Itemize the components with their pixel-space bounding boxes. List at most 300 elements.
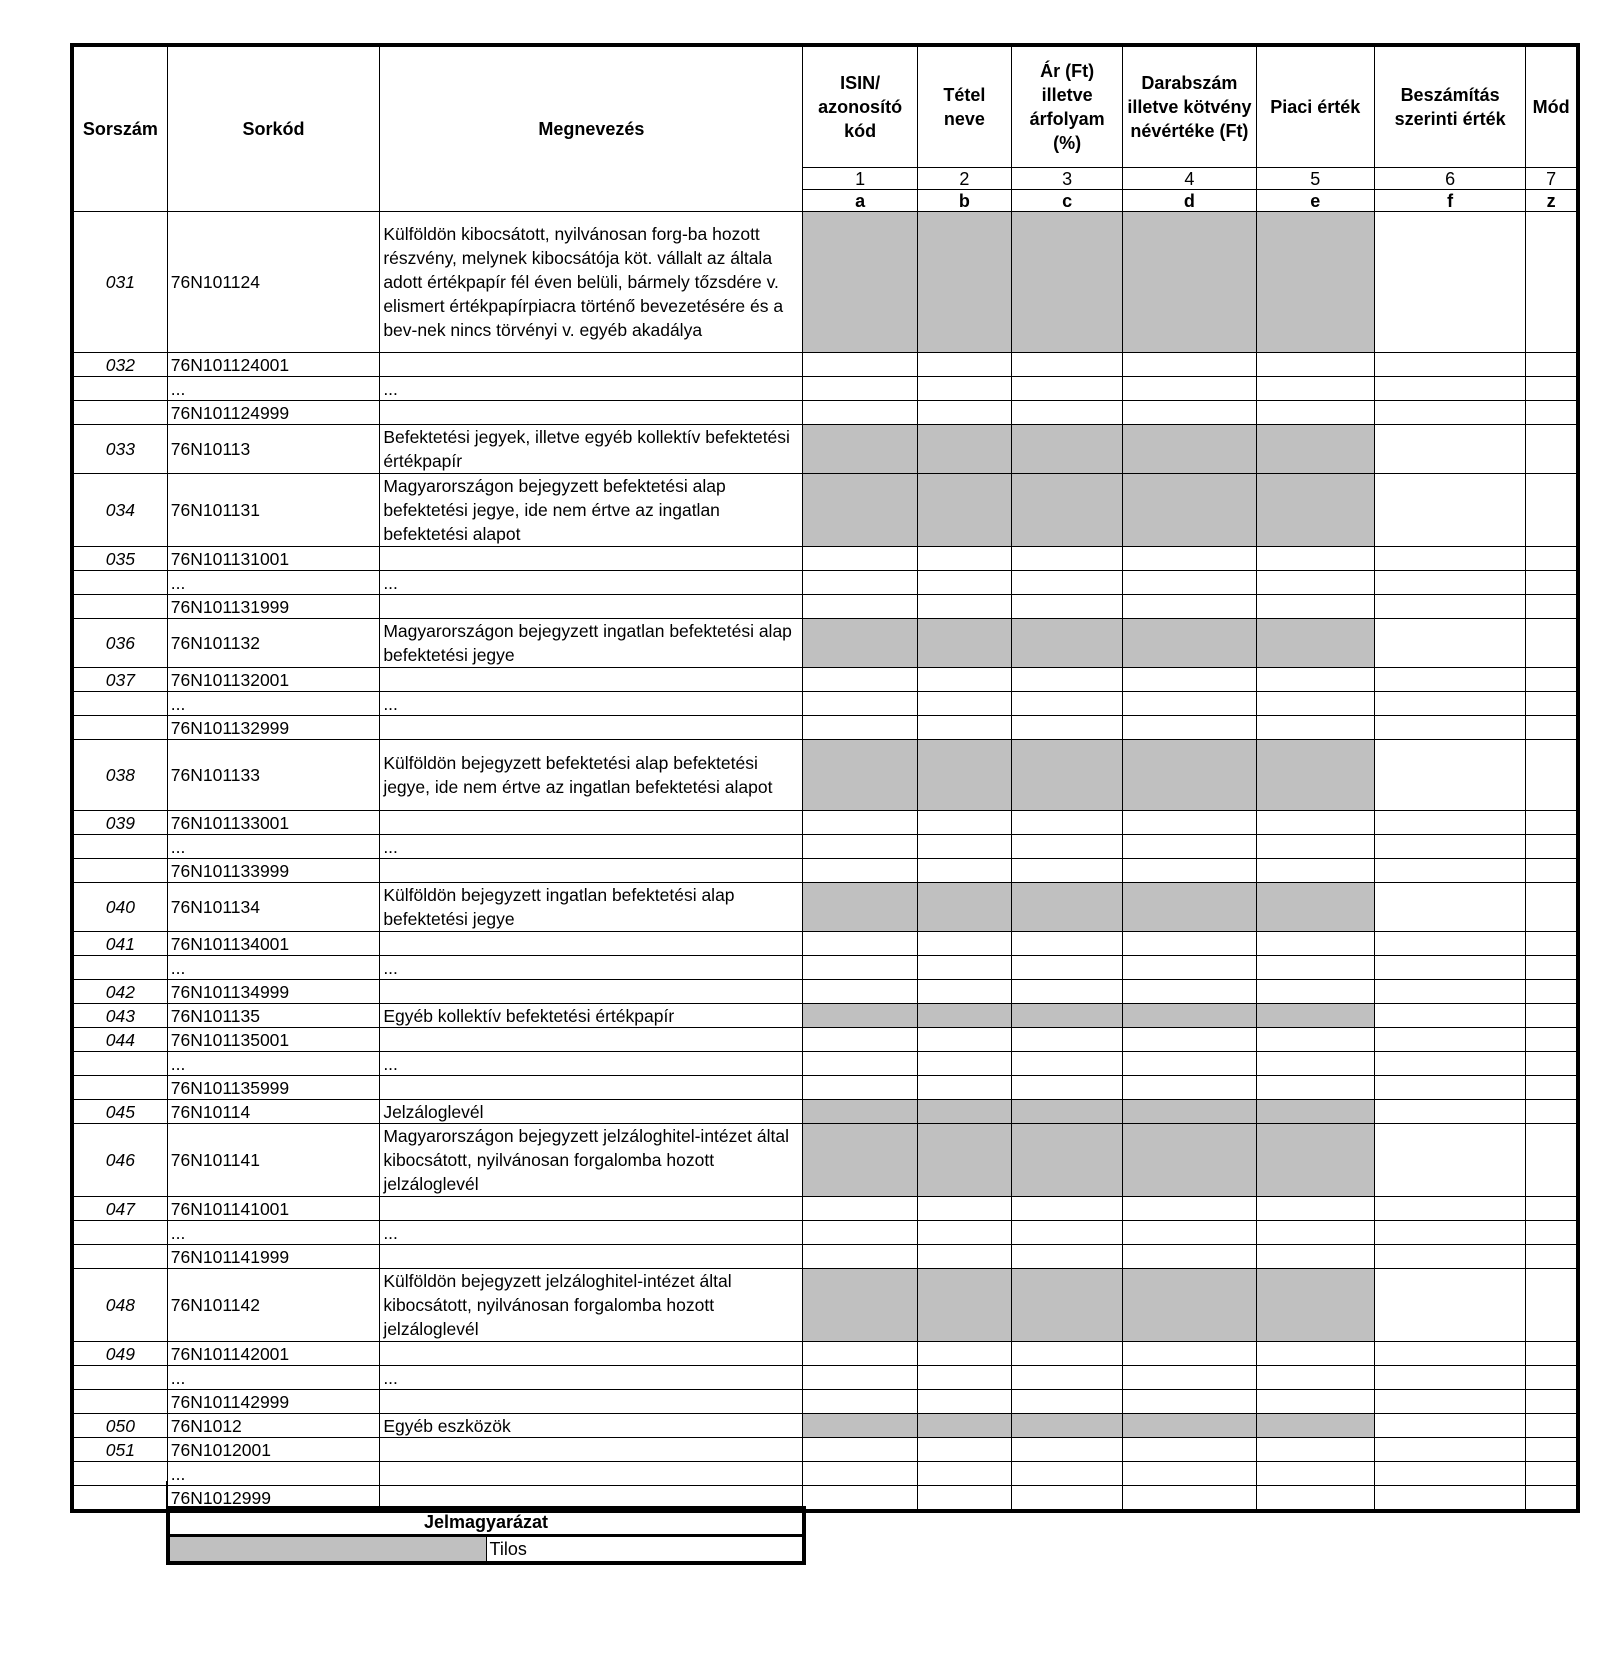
cell-darab[interactable]: [1123, 1076, 1256, 1100]
cell-mod[interactable]: [1526, 401, 1578, 425]
cell-tetel[interactable]: [917, 377, 1011, 401]
cell-mod[interactable]: [1526, 1004, 1578, 1028]
cell-tetel[interactable]: [917, 1221, 1011, 1245]
cell-beszamitas[interactable]: [1374, 811, 1525, 835]
header-col-5: Piaci érték: [1256, 45, 1374, 168]
cell-tetel[interactable]: [917, 1438, 1011, 1462]
cell-beszamitas[interactable]: [1374, 1028, 1525, 1052]
cell-isin[interactable]: [803, 1366, 917, 1390]
cell-beszamitas[interactable]: [1374, 1342, 1525, 1366]
cell-darab[interactable]: [1123, 547, 1256, 571]
cell-mod[interactable]: [1526, 1366, 1578, 1390]
cell-beszamitas[interactable]: [1374, 1052, 1525, 1076]
cell-ar[interactable]: [1011, 1221, 1122, 1245]
cell-beszamitas[interactable]: [1374, 547, 1525, 571]
cell-piaci[interactable]: [1256, 1366, 1374, 1390]
cell-darab: [1123, 1100, 1256, 1124]
cell-mod[interactable]: [1526, 811, 1578, 835]
cell-piaci: [1256, 474, 1374, 547]
cell-beszamitas[interactable]: [1374, 956, 1525, 980]
cell-ar[interactable]: [1011, 1366, 1122, 1390]
cell-ar[interactable]: [1011, 1390, 1122, 1414]
cell-darab[interactable]: [1123, 377, 1256, 401]
cell-tetel[interactable]: [917, 1366, 1011, 1390]
cell-darab[interactable]: [1123, 1052, 1256, 1076]
cell-beszamitas[interactable]: [1374, 740, 1525, 811]
table-row: [72, 1221, 1578, 1245]
cell-darab[interactable]: [1123, 932, 1256, 956]
legend-label-tilos: Tilos: [486, 1536, 804, 1564]
cell-beszamitas[interactable]: [1374, 1245, 1525, 1269]
cell-tetel[interactable]: [917, 1342, 1011, 1366]
cell-isin[interactable]: [803, 353, 917, 377]
cell-isin: [803, 1124, 917, 1197]
cell-isin: [803, 1100, 917, 1124]
cell-beszamitas[interactable]: [1374, 1100, 1525, 1124]
cell-darab[interactable]: [1123, 1221, 1256, 1245]
row-sorszam: 046: [72, 1124, 167, 1197]
cell-tetel[interactable]: [917, 595, 1011, 619]
cell-mod[interactable]: [1526, 1486, 1578, 1512]
cell-piaci[interactable]: [1256, 547, 1374, 571]
cell-mod[interactable]: [1526, 377, 1578, 401]
cell-tetel[interactable]: [917, 1486, 1011, 1512]
cell-isin[interactable]: [803, 1197, 917, 1221]
cell-ar[interactable]: [1011, 377, 1122, 401]
cell-ar[interactable]: [1011, 980, 1122, 1004]
cell-isin[interactable]: [803, 1221, 917, 1245]
row-megnevezes: [380, 1342, 803, 1366]
cell-isin[interactable]: [803, 1076, 917, 1100]
header-col-4: Darabszám illetve kötvény névértéke (Ft): [1123, 45, 1256, 168]
table-row: [72, 571, 1578, 595]
cell-tetel[interactable]: [917, 1390, 1011, 1414]
cell-mod[interactable]: [1526, 571, 1578, 595]
cell-ar[interactable]: [1011, 859, 1122, 883]
cell-darab[interactable]: [1123, 353, 1256, 377]
cell-ar[interactable]: [1011, 668, 1122, 692]
cell-tetel[interactable]: [917, 692, 1011, 716]
row-sorszam: [72, 1462, 167, 1486]
row-sorszam: 036: [72, 619, 167, 668]
cell-piaci[interactable]: [1256, 1462, 1374, 1486]
cell-tetel[interactable]: [917, 980, 1011, 1004]
cell-mod[interactable]: [1526, 740, 1578, 811]
cell-piaci: [1256, 1124, 1374, 1197]
cell-piaci: [1256, 1100, 1374, 1124]
cell-isin[interactable]: [803, 1245, 917, 1269]
cell-darab[interactable]: [1123, 859, 1256, 883]
row-sorkod: 76N10113: [167, 425, 380, 474]
cell-darab[interactable]: [1123, 1366, 1256, 1390]
cell-piaci[interactable]: [1256, 1221, 1374, 1245]
cell-piaci: [1256, 1004, 1374, 1028]
cell-isin[interactable]: [803, 859, 917, 883]
row-sorszam: [72, 956, 167, 980]
cell-mod[interactable]: [1526, 716, 1578, 740]
cell-tetel[interactable]: [917, 859, 1011, 883]
cell-darab[interactable]: [1123, 980, 1256, 1004]
cell-darab[interactable]: [1123, 811, 1256, 835]
cell-isin[interactable]: [803, 571, 917, 595]
row-sorkod: 76N101124999: [167, 401, 380, 425]
cell-piaci[interactable]: [1256, 811, 1374, 835]
cell-piaci[interactable]: [1256, 1342, 1374, 1366]
cell-piaci[interactable]: [1256, 1052, 1374, 1076]
cell-beszamitas[interactable]: [1374, 668, 1525, 692]
cell-beszamitas[interactable]: [1374, 1004, 1525, 1028]
table-row: [72, 692, 1578, 716]
cell-tetel: [917, 474, 1011, 547]
cell-mod[interactable]: [1526, 595, 1578, 619]
cell-beszamitas[interactable]: [1374, 1197, 1525, 1221]
cell-piaci[interactable]: [1256, 716, 1374, 740]
cell-tetel[interactable]: [917, 1052, 1011, 1076]
table-row: [72, 1462, 1578, 1486]
row-megnevezes: [380, 859, 803, 883]
cell-mod[interactable]: [1526, 474, 1578, 547]
cell-ar[interactable]: [1011, 692, 1122, 716]
legend: [166, 1506, 806, 1565]
cell-tetel[interactable]: [917, 401, 1011, 425]
cell-ar[interactable]: [1011, 1245, 1122, 1269]
cell-piaci[interactable]: [1256, 980, 1374, 1004]
cell-isin[interactable]: [803, 716, 917, 740]
cell-darab[interactable]: [1123, 835, 1256, 859]
cell-beszamitas[interactable]: [1374, 1366, 1525, 1390]
cell-beszamitas[interactable]: [1374, 859, 1525, 883]
cell-isin[interactable]: [803, 595, 917, 619]
row-sorszam: [72, 1052, 167, 1076]
cell-ar[interactable]: [1011, 1028, 1122, 1052]
cell-mod[interactable]: [1526, 956, 1578, 980]
cell-isin[interactable]: [803, 401, 917, 425]
cell-tetel[interactable]: [917, 716, 1011, 740]
cell-isin[interactable]: [803, 835, 917, 859]
cell-beszamitas[interactable]: [1374, 1414, 1525, 1438]
cell-tetel[interactable]: [917, 811, 1011, 835]
cell-piaci[interactable]: [1256, 835, 1374, 859]
cell-piaci[interactable]: [1256, 1197, 1374, 1221]
cell-isin: [803, 1004, 917, 1028]
header-sorszam: Sorszám: [72, 45, 167, 212]
cell-ar[interactable]: [1011, 1197, 1122, 1221]
cell-mod[interactable]: [1526, 1390, 1578, 1414]
cell-ar[interactable]: [1011, 547, 1122, 571]
row-megnevezes: ...: [380, 692, 803, 716]
row-megnevezes: [380, 401, 803, 425]
header-col-3: Ár (Ft) illetve árfolyam (%): [1011, 45, 1122, 168]
cell-ar: [1011, 1124, 1122, 1197]
cell-ar[interactable]: [1011, 1438, 1122, 1462]
cell-beszamitas[interactable]: [1374, 692, 1525, 716]
cell-tetel[interactable]: [917, 1462, 1011, 1486]
cell-tetel[interactable]: [917, 932, 1011, 956]
row-sorkod: 76N101132: [167, 619, 380, 668]
header-col-7: Mód: [1526, 45, 1578, 168]
row-sorkod: 76N101133001: [167, 811, 380, 835]
cell-beszamitas[interactable]: [1374, 1076, 1525, 1100]
cell-mod[interactable]: [1526, 353, 1578, 377]
cell-darab[interactable]: [1123, 1342, 1256, 1366]
cell-isin[interactable]: [803, 1462, 917, 1486]
cell-tetel[interactable]: [917, 571, 1011, 595]
cell-isin[interactable]: [803, 811, 917, 835]
row-sorszam: [72, 859, 167, 883]
cell-tetel[interactable]: [917, 1076, 1011, 1100]
header-col-1: ISIN/ azonosító kód: [803, 45, 917, 168]
cell-tetel[interactable]: [917, 1028, 1011, 1052]
row-sorszam: [72, 377, 167, 401]
cell-isin[interactable]: [803, 1390, 917, 1414]
row-sorkod: 76N101141: [167, 1124, 380, 1197]
cell-beszamitas[interactable]: [1374, 401, 1525, 425]
cell-mod[interactable]: [1526, 1076, 1578, 1100]
cell-beszamitas[interactable]: [1374, 1269, 1525, 1342]
cell-piaci: [1256, 740, 1374, 811]
cell-ar[interactable]: [1011, 595, 1122, 619]
cell-isin[interactable]: [803, 1052, 917, 1076]
row-sorkod: 76N101131: [167, 474, 380, 547]
row-sorszam: 032: [72, 353, 167, 377]
cell-tetel: [917, 1100, 1011, 1124]
cell-ar[interactable]: [1011, 1052, 1122, 1076]
cell-beszamitas[interactable]: [1374, 212, 1525, 353]
cell-beszamitas[interactable]: [1374, 425, 1525, 474]
cell-mod[interactable]: [1526, 1342, 1578, 1366]
table-row: [72, 1414, 1578, 1438]
cell-piaci[interactable]: [1256, 377, 1374, 401]
row-sorkod: 76N101134001: [167, 932, 380, 956]
asset-table: [70, 43, 1580, 1513]
cell-isin: [803, 425, 917, 474]
row-sorszam: 042: [72, 980, 167, 1004]
cell-mod[interactable]: [1526, 1197, 1578, 1221]
row-sorkod: ...: [167, 1221, 380, 1245]
cell-mod[interactable]: [1526, 859, 1578, 883]
col-letter: f: [1374, 190, 1525, 212]
cell-isin[interactable]: [803, 1342, 917, 1366]
cell-darab[interactable]: [1123, 1438, 1256, 1462]
cell-ar[interactable]: [1011, 571, 1122, 595]
cell-isin[interactable]: [803, 668, 917, 692]
cell-tetel: [917, 1414, 1011, 1438]
cell-piaci: [1256, 619, 1374, 668]
cell-tetel[interactable]: [917, 1245, 1011, 1269]
cell-ar[interactable]: [1011, 1076, 1122, 1100]
row-sorkod: ...: [167, 377, 380, 401]
cell-ar[interactable]: [1011, 401, 1122, 425]
cell-darab[interactable]: [1123, 716, 1256, 740]
legend-title: Jelmagyarázat: [168, 1508, 804, 1536]
cell-mod[interactable]: [1526, 1245, 1578, 1269]
cell-isin[interactable]: [803, 547, 917, 571]
row-megnevezes: Jelzáloglevél: [380, 1100, 803, 1124]
cell-beszamitas[interactable]: [1374, 1486, 1525, 1512]
cell-mod[interactable]: [1526, 1052, 1578, 1076]
cell-ar[interactable]: [1011, 956, 1122, 980]
cell-isin[interactable]: [803, 1486, 917, 1512]
cell-beszamitas[interactable]: [1374, 835, 1525, 859]
cell-mod[interactable]: [1526, 1462, 1578, 1486]
cell-piaci[interactable]: [1256, 1245, 1374, 1269]
cell-isin[interactable]: [803, 377, 917, 401]
row-sorkod: 76N101132999: [167, 716, 380, 740]
header-col-6: Beszámítás szerinti érték: [1374, 45, 1525, 168]
cell-darab[interactable]: [1123, 692, 1256, 716]
cell-beszamitas[interactable]: [1374, 1462, 1525, 1486]
cell-ar: [1011, 212, 1122, 353]
cell-mod[interactable]: [1526, 547, 1578, 571]
cell-piaci[interactable]: [1256, 1076, 1374, 1100]
row-sorszam: 033: [72, 425, 167, 474]
cell-darab[interactable]: [1123, 1245, 1256, 1269]
cell-mod[interactable]: [1526, 932, 1578, 956]
cell-isin[interactable]: [803, 932, 917, 956]
cell-beszamitas[interactable]: [1374, 980, 1525, 1004]
cell-beszamitas[interactable]: [1374, 571, 1525, 595]
cell-isin[interactable]: [803, 692, 917, 716]
cell-tetel[interactable]: [917, 835, 1011, 859]
cell-mod[interactable]: [1526, 212, 1578, 353]
cell-piaci[interactable]: [1256, 1028, 1374, 1052]
cell-mod[interactable]: [1526, 1124, 1578, 1197]
row-sorkod: ...: [167, 956, 380, 980]
cell-piaci[interactable]: [1256, 859, 1374, 883]
col-number: 2: [917, 168, 1011, 190]
cell-piaci[interactable]: [1256, 1390, 1374, 1414]
row-megnevezes: ...: [380, 571, 803, 595]
cell-piaci[interactable]: [1256, 401, 1374, 425]
row-sorszam: 043: [72, 1004, 167, 1028]
cell-mod[interactable]: [1526, 1221, 1578, 1245]
cell-darab[interactable]: [1123, 956, 1256, 980]
cell-piaci[interactable]: [1256, 668, 1374, 692]
cell-darab[interactable]: [1123, 1462, 1256, 1486]
cell-ar: [1011, 1414, 1122, 1438]
cell-darab[interactable]: [1123, 668, 1256, 692]
cell-mod[interactable]: [1526, 1269, 1578, 1342]
cell-darab[interactable]: [1123, 1390, 1256, 1414]
cell-darab: [1123, 883, 1256, 932]
cell-beszamitas[interactable]: [1374, 716, 1525, 740]
cell-darab[interactable]: [1123, 571, 1256, 595]
cell-mod[interactable]: [1526, 692, 1578, 716]
cell-piaci: [1256, 1269, 1374, 1342]
cell-piaci[interactable]: [1256, 353, 1374, 377]
cell-piaci[interactable]: [1256, 956, 1374, 980]
cell-mod[interactable]: [1526, 668, 1578, 692]
row-megnevezes: [380, 1390, 803, 1414]
cell-ar[interactable]: [1011, 932, 1122, 956]
cell-tetel[interactable]: [917, 1197, 1011, 1221]
cell-piaci[interactable]: [1256, 932, 1374, 956]
cell-ar[interactable]: [1011, 1462, 1122, 1486]
cell-beszamitas[interactable]: [1374, 1221, 1525, 1245]
cell-ar: [1011, 1269, 1122, 1342]
cell-ar[interactable]: [1011, 835, 1122, 859]
cell-darab: [1123, 474, 1256, 547]
cell-beszamitas[interactable]: [1374, 353, 1525, 377]
cell-mod[interactable]: [1526, 1100, 1578, 1124]
cell-mod[interactable]: [1526, 1028, 1578, 1052]
cell-darab[interactable]: [1123, 595, 1256, 619]
cell-beszamitas[interactable]: [1374, 474, 1525, 547]
cell-piaci[interactable]: [1256, 1438, 1374, 1462]
cell-tetel[interactable]: [917, 353, 1011, 377]
cell-piaci: [1256, 425, 1374, 474]
cell-piaci[interactable]: [1256, 571, 1374, 595]
cell-darab[interactable]: [1123, 1486, 1256, 1512]
cell-beszamitas[interactable]: [1374, 377, 1525, 401]
cell-ar[interactable]: [1011, 1486, 1122, 1512]
cell-isin[interactable]: [803, 980, 917, 1004]
table-row: [72, 619, 1578, 668]
cell-ar[interactable]: [1011, 1342, 1122, 1366]
cell-beszamitas[interactable]: [1374, 1438, 1525, 1462]
cell-mod[interactable]: [1526, 619, 1578, 668]
cell-beszamitas[interactable]: [1374, 1390, 1525, 1414]
cell-mod[interactable]: [1526, 883, 1578, 932]
cell-tetel: [917, 1124, 1011, 1197]
cell-beszamitas[interactable]: [1374, 595, 1525, 619]
cell-mod[interactable]: [1526, 1414, 1578, 1438]
cell-tetel: [917, 1004, 1011, 1028]
col-number: 6: [1374, 168, 1525, 190]
cell-darab: [1123, 619, 1256, 668]
cell-beszamitas[interactable]: [1374, 1124, 1525, 1197]
cell-ar[interactable]: [1011, 811, 1122, 835]
cell-piaci[interactable]: [1256, 1486, 1374, 1512]
row-sorkod: ...: [167, 692, 380, 716]
table-row: [72, 1390, 1578, 1414]
row-sorkod: 76N101133999: [167, 859, 380, 883]
cell-mod[interactable]: [1526, 1438, 1578, 1462]
col-letter: c: [1011, 190, 1122, 212]
cell-isin[interactable]: [803, 1438, 917, 1462]
cell-darab[interactable]: [1123, 1028, 1256, 1052]
cell-beszamitas[interactable]: [1374, 619, 1525, 668]
table-row: [72, 1438, 1578, 1462]
cell-tetel[interactable]: [917, 547, 1011, 571]
cell-tetel[interactable]: [917, 668, 1011, 692]
row-sorszam: 035: [72, 547, 167, 571]
cell-mod[interactable]: [1526, 980, 1578, 1004]
cell-darab: [1123, 212, 1256, 353]
cell-piaci[interactable]: [1256, 692, 1374, 716]
row-sorkod: ...: [167, 571, 380, 595]
cell-darab[interactable]: [1123, 1197, 1256, 1221]
cell-isin[interactable]: [803, 956, 917, 980]
row-sorszam: 044: [72, 1028, 167, 1052]
cell-isin[interactable]: [803, 1028, 917, 1052]
cell-beszamitas[interactable]: [1374, 932, 1525, 956]
cell-piaci: [1256, 883, 1374, 932]
row-megnevezes: Egyéb kollektív befektetési értékpapír: [380, 1004, 803, 1028]
cell-mod[interactable]: [1526, 425, 1578, 474]
table-row: [72, 547, 1578, 571]
cell-beszamitas[interactable]: [1374, 883, 1525, 932]
cell-ar[interactable]: [1011, 716, 1122, 740]
cell-isin: [803, 619, 917, 668]
cell-darab[interactable]: [1123, 401, 1256, 425]
cell-tetel[interactable]: [917, 956, 1011, 980]
col-letter: b: [917, 190, 1011, 212]
row-sorszam: [72, 401, 167, 425]
cell-piaci[interactable]: [1256, 595, 1374, 619]
cell-ar[interactable]: [1011, 353, 1122, 377]
cell-mod[interactable]: [1526, 835, 1578, 859]
